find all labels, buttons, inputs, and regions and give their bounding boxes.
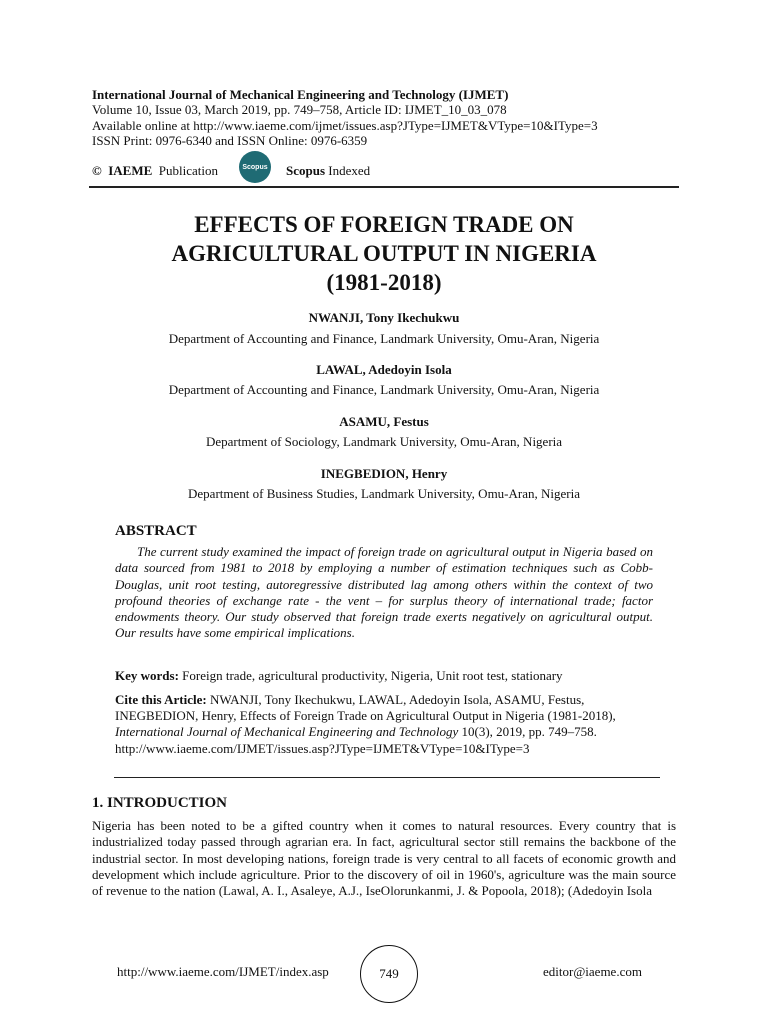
copyright-symbol: © [92,163,102,178]
author-affiliation: Department of Accounting and Finance, Landmark University, Omu-Aran, Nigeria [168,331,600,346]
footer-url[interactable]: http://www.iaeme.com/IJMET/index.asp [117,964,329,979]
keywords-label: Key words: [115,668,179,683]
paper-title [92,210,676,297]
introduction-body: Nigeria has been noted to be a gifted country when it comes to natural resources. Every country that is industrialized today passed through agrarian era. In fact, agricultural sector still remains the backbone of the industrial sector. In most developing nations, foreign trade is very central to all facets of economic growth and development which include agriculture. Prior to the discovery of oil in 1960's, agriculture was the main source of revenue to the nation (Lawal, A. I., Asaleye, A.J., IseOlorunkanmi, J. & Popoola, 2018); (Adedoyin Isola [92,818,676,899]
issn-line: ISSN Print: 0976-6340 and ISSN Online: 0976-6359 [92,133,368,148]
scopus-word: Indexed [328,163,371,178]
publisher-word: Publication [158,163,218,178]
scopus-logo-icon [239,151,271,183]
title-line-1: EFFECTS OF FOREIGN TRADE ON [194,212,574,237]
keywords-text: Foreign trade, agricultural productivity, Nigeria, Unit root test, stationary [182,668,563,683]
cite-journal: International Journal of Mechanical Engineering and Technology [115,724,459,740]
publisher-line [92,162,218,180]
availability-line: Available online at http://www.iaeme.com/ijmet/issues.asp?JType=IJMET&VType=10&IType=3 [92,118,598,133]
author-name: LAWAL, Adedoyin Isola [316,362,452,377]
page-number: 749 [379,966,399,981]
section-heading: 1. INTRODUCTION [92,795,228,811]
citation-block [115,692,660,757]
author-affiliation: Department of Sociology, Landmark University, Omu-Aran, Nigeria [205,434,563,449]
author-affiliation: Department of Business Studies, Landmark University, Omu-Aran, Nigeria [188,486,580,501]
author-name: INEGBEDION, Henry [320,466,448,481]
title-line-2: AGRICULTURAL OUTPUT IN NIGERIA [171,241,597,266]
keywords [115,668,660,684]
author-name: NWANJI, Tony Ikechukwu [308,310,460,325]
scopus-logo-text: Scopus [242,163,268,171]
publisher-name: IAEME [108,163,153,178]
author-name: ASAMU, Festus [339,414,429,429]
volume-info: Volume 10, Issue 03, March 2019, pp. 749–758, Article ID: IJMET_10_03_078 [92,102,507,117]
citation-divider [114,777,660,778]
cite-text: NWANJI, Tony Ikechukwu, LAWAL, Adedoyin Isola, ASAMU, Festus, INEGBEDION, Henry, Effects of Foreign Trade on Agricultural Output in Nigeria (1981-2018), [115,692,616,724]
scopus-name: Scopus [286,163,326,178]
title-line-3: (1981-2018) [326,270,442,295]
header-divider [89,186,679,188]
cite-url[interactable]: http://www.iaeme.com/IJMET/issues.asp?JType=IJMET&VType=10&IType=3 [115,740,530,756]
cite-label: Cite this Article: [115,692,207,707]
abstract-heading: ABSTRACT [115,523,197,539]
page-number-badge [360,945,418,1003]
journal-title: International Journal of Mechanical Engineering and Technology (IJMET) [92,87,509,102]
scopus-indexed [286,162,370,180]
author-affiliation: Department of Accounting and Finance, Landmark University, Omu-Aran, Nigeria [168,382,600,397]
abstract-body: The current study examined the impact of foreign trade on agricultural output in Nigeria based on data sourced from 1981 to 2018 by employing a number of estimation techniques such as Cobb-Douglas, unit root testing, autoregressive distributed lag among others within the context of two profound theories of exchange rate - the vent – for surplus theory of international trade; factor endowments theory. Our study observed that foreign trade exerts negatively on agricultural output. Our results have some empirical implications. [115,544,653,641]
cite-volume: 10(3), 2019, pp. 749–758. [461,724,597,740]
footer-email[interactable]: editor@iaeme.com [543,964,642,979]
